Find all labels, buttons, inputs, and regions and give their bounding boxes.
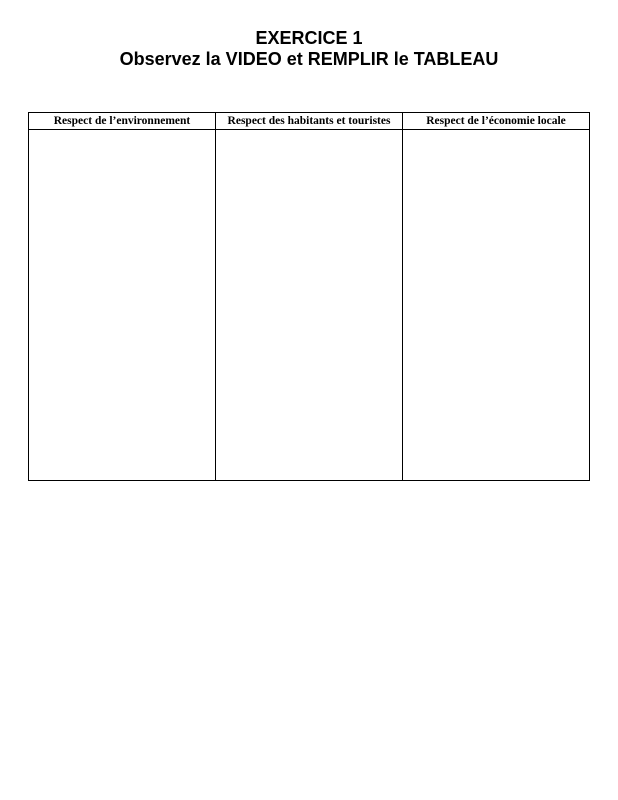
table-header-row: [29, 113, 590, 130]
header-local-economy: Respect de l’économie locale: [403, 113, 590, 130]
answer-table: [28, 112, 590, 481]
header-environment: Respect de l’environnement: [29, 113, 216, 130]
header-residents-tourists: Respect des habitants et touristes: [216, 113, 403, 130]
answer-cell-residents-tourists[interactable]: [216, 130, 403, 481]
answer-cell-environment[interactable]: [29, 130, 216, 481]
table-row: [29, 130, 590, 481]
answer-cell-local-economy[interactable]: [403, 130, 590, 481]
exercise-instruction: Observez la VIDEO et REMPLIR le TABLEAU: [119, 49, 499, 69]
exercise-title: EXERCICE 1: [255, 28, 363, 48]
page-heading: [0, 28, 618, 70]
